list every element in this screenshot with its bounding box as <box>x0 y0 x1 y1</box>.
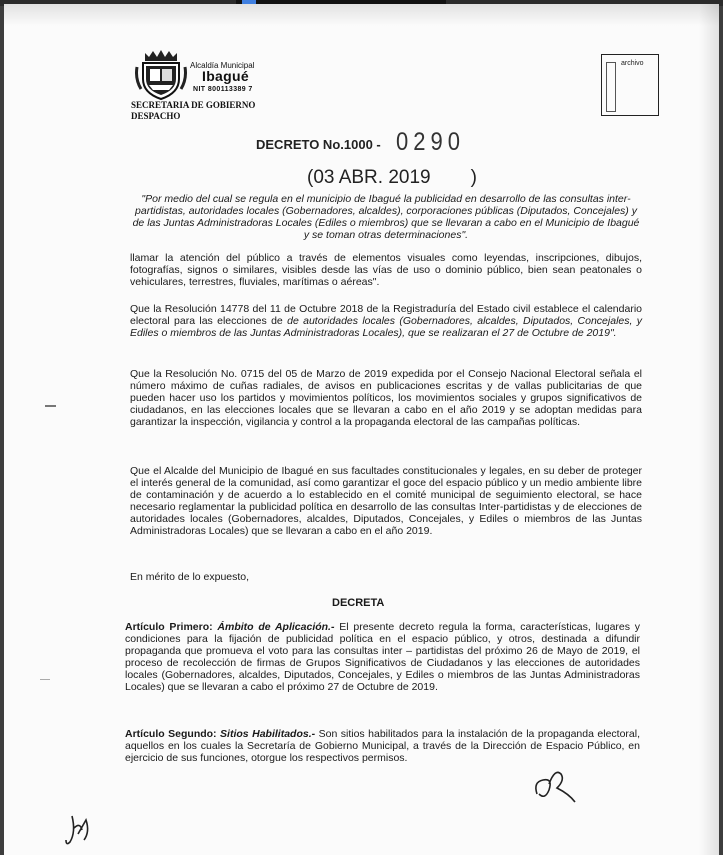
decree-label: DECRETO No.1000 - <box>256 137 381 152</box>
article-second-label: Artículo Segundo: <box>125 728 217 740</box>
resolution-14778-text: Que la Resolución 14778 del 11 de Octubre 2018 de la Registraduría del Estado civil establece el calendario electoral para las elecciones de <box>130 303 642 327</box>
margin-mark <box>40 679 50 680</box>
paragraph-resolution-0715: Que la Resolución No. 0715 del 05 de Marzo de 2019 expedida por el Consejo Nacional Electoral señala el número máximo de cuñas radiales, de avisos en publicaciones escritas y de vallas publicitarias de que pueden hacer uso los partidos y movimientos políticos, los movimientos sociales y grupos significativos de ciudadanos, en las elecciones locales que se llevaran a cabo en el año 2019 y se adoptan medidas para garantizar la inspección, vigilancia y control a la propaganda electoral de las campañas políticas. <box>130 368 642 428</box>
page-right-shadow <box>699 4 719 855</box>
filing-stamp <box>601 54 659 116</box>
decreta-heading: DECRETA <box>332 597 385 609</box>
city-name: Ibagué <box>202 68 249 84</box>
article-first-title: Ámbito de Aplicación.- <box>217 621 335 633</box>
document-page <box>4 4 719 855</box>
nit-number: NIT 800113389 7 <box>193 86 253 93</box>
secretaria-label: SECRETARIA DE GOBIERNO <box>131 100 256 110</box>
alcaldia-label: Alcaldía Municipal <box>190 61 255 70</box>
decree-intro: "Por medio del cual se regula en el municipio de Ibagué la publicidad en desarrollo de las consultas inter-partidistas, autoridades locales (Gobernadores, alcaldes), corporaciones públicas (Diputados, Concejales) y de las Juntas Administradoras Locales (Ediles o miembros) que se llevaran a cabo en el Municipio de Ibagué y se toman otras determinaciones". <box>132 193 640 241</box>
resolution-14778-italic: de autoridades locales (Gobernadores, alcaldes, Diputados, Concejales, y Ediles o miembros de las Juntas Administradoras Locales), que se realizaran el 27 de Octubre de 2019". <box>130 315 642 339</box>
office-name <box>131 100 255 122</box>
despacho-label: DESPACHO <box>131 111 181 121</box>
margin-mark <box>45 405 56 407</box>
decree-date <box>307 167 477 189</box>
stamp-inner-box <box>606 62 616 112</box>
ibague-coat-of-arms-icon <box>135 49 187 101</box>
article-second-title: Sitios Habilitados.- <box>220 728 316 740</box>
stamp-label: archivo <box>621 60 644 67</box>
decree-date-close: ) <box>470 167 477 188</box>
decree-date-text: (03 ABR. 2019 <box>307 167 431 188</box>
page-top-shadow <box>4 4 719 26</box>
article-first <box>125 621 640 693</box>
paragraph-publicity-definition: llamar la atención del público a través de elementos visuales como leyendas, inscripciones, dibujos, fotografías, signos o similares, visibles desde las vías de uso o dominio público, bien sean peatonales o vehiculares, terrestres, fluviales, marítimas o aéreas". <box>130 252 642 288</box>
decree-number: 0290 <box>396 127 465 156</box>
paragraph-resolution-14778 <box>130 303 642 339</box>
initials-mark <box>64 812 94 848</box>
article-first-label: Artículo Primero: <box>125 621 213 633</box>
signature-mark <box>531 764 583 808</box>
article-first-text: El presente decreto regula la forma, características, lugares y condiciones para la fijación de publicidad política en el espacio público, y otros, destinada a difundir propaganda que promueva el voto para las consultas inter – partidistas del próximo 26 de Mayo de 2019, el proceso de recolección de firmas de Grupos Significativos de Ciudadanos y las elecciones de autoridades locales (Gobernadores, alcaldes, Diputados, Concejales, y Ediles o miembros de las Juntas Administradoras Locales) que se llevaran a cabo el próximo 27 de Octubre de 2019. <box>125 621 641 693</box>
article-second <box>125 728 640 764</box>
paragraph-mayor-powers: Que el Alcalde del Municipio de Ibagué en sus facultades constitucionales y legales, en su deber de proteger el interés general de la comunidad, así como garantizar el goce del espacio público y un medio ambiente libre de contaminación y de acuerdo a lo establecido en el comité municipal de seguimiento electoral, se hace necesario reglamentar la publicidad política en desarrollo de las consultas Inter-partidistas y de elecciones de autoridades locales (Gobernadores, alcaldes, Diputados, Concejales, y Ediles o miembros de las Juntas Administradoras Locales) que se llevaran a cabo en el año 2019. <box>130 465 642 537</box>
paragraph-merit: En mérito de lo expuesto, <box>130 571 250 583</box>
article-second-text: Son sitios habilitados para la instalación de la propaganda electoral, aquellos en los cuales la Secretaría de Gobierno Municipal, a través de la Dirección de Espacio Público, en ejercicio de sus funciones, otorgue los respectivos permisos. <box>125 728 641 764</box>
